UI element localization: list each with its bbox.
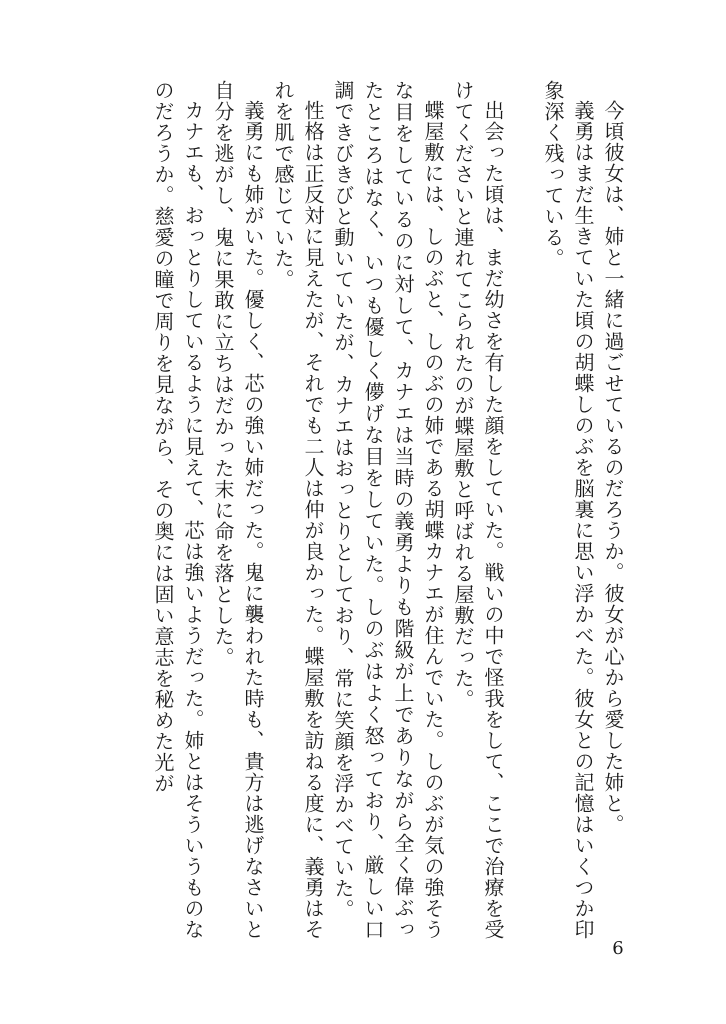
paragraph: 出会った頃は、まだ幼さを有した顔をしていた。戦いの中で怪我をして、ここで治療を受けてくださいと連れてこられたのが蝶屋敷と呼ばれる屋敷だった。: [451, 80, 505, 940]
paragraph: 義勇はまだ生きていた頃の胡蝶しのぶを脳裏に思い浮かべた。彼女との記憶はいくつか印象深く残っている。: [541, 80, 595, 940]
paragraph: カナエも、おっとりしているように見えて、芯は強いようだった。姉とはそういうものなのだろうか。慈愛の瞳で周りを見ながら、その奥には固い意志を秘めた光が: [151, 80, 205, 940]
paragraph: 今頃彼女は、姉と一緒に過ごせているのだろうか。彼女が心から愛した姉と。: [601, 100, 625, 835]
paragraph: 義勇にも姉がいた。優しく、芯の強い姉だった。鬼に襲われた時も、貴方は逃げなさいと自分を逃がし、鬼に果敢に立ちはだかった末に命を落とした。: [211, 80, 265, 940]
paragraph: 性格は正反対に見えたが、それでも二人は仲が良かった。蝶屋敷を訪ねる度に、義勇はそれを肌で感じていた。: [271, 80, 325, 940]
blank-line: [508, 80, 538, 940]
page-number: 6: [612, 938, 624, 959]
vertical-text-body: [88, 80, 628, 940]
paragraph: 蝶屋敷には、しのぶと、しのぶの姉である胡蝶カナエが住んでいた。しのぶが気の強そうな目をしているのに対して、カナエは当時の義勇よりも階級が上でありながら全く偉ぶったところはなく、いつも優しく儚げな目をしていた。しのぶはよく怒っており、厳しい口調できびきびと動いていたが、カナエはおっとりとしており、常に笑顔を浮かべていた。: [331, 80, 445, 940]
